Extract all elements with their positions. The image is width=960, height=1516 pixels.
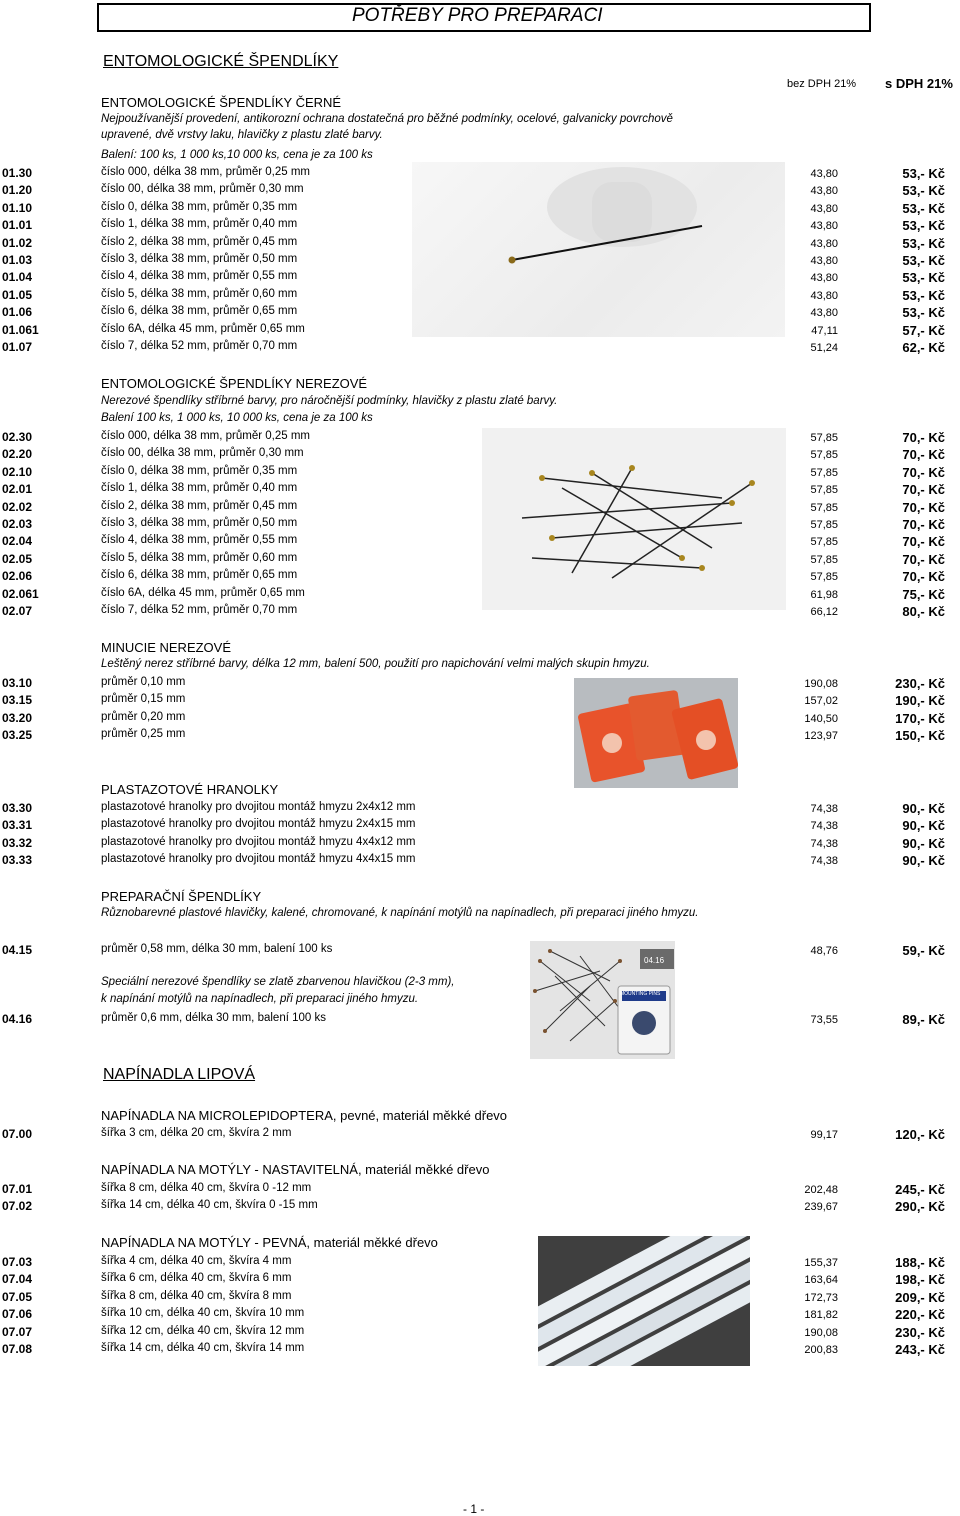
price-gross: 188,- Kč xyxy=(895,1255,945,1270)
product-code: 07.00 xyxy=(2,1127,33,1141)
price-gross: 59,- Kč xyxy=(902,943,945,958)
price-gross: 53,- Kč xyxy=(902,236,945,251)
price-net: 74,38 xyxy=(810,838,838,850)
price-net: 123,97 xyxy=(804,730,838,742)
price-gross: 90,- Kč xyxy=(902,853,945,868)
product-photo-minucie xyxy=(574,678,738,788)
product-code: 07.03 xyxy=(2,1255,33,1269)
price-net: 57,85 xyxy=(810,519,838,531)
group-title-black-pins: ENTOMOLOGICKÉ ŠPENDLÍKY ČERNÉ xyxy=(101,95,342,110)
page-number: - 1 - xyxy=(463,1502,485,1516)
price-gross: 243,- Kč xyxy=(895,1342,945,1357)
product-photo-black-pin xyxy=(412,162,785,337)
product-code: 02.05 xyxy=(2,552,33,566)
price-net: 140,50 xyxy=(804,713,838,725)
price-net: 202,48 xyxy=(804,1184,838,1196)
product-description: šířka 4 cm, délka 40 cm, škvíra 4 mm xyxy=(101,1255,292,1267)
price-net: 43,80 xyxy=(810,168,838,180)
price-gross: 70,- Kč xyxy=(902,569,945,584)
price-gross: 62,- Kč xyxy=(902,340,945,355)
product-description: číslo 000, délka 38 mm, průměr 0,25 mm xyxy=(101,166,310,178)
product-description: číslo 6, délka 38 mm, průměr 0,65 mm xyxy=(101,305,298,317)
price-gross: 150,- Kč xyxy=(895,728,945,743)
product-code: 03.33 xyxy=(2,853,33,867)
price-gross: 53,- Kč xyxy=(902,288,945,303)
price-net: 190,08 xyxy=(804,678,838,690)
product-description: číslo 0, délka 38 mm, průměr 0,35 mm xyxy=(101,201,298,213)
price-net: 190,08 xyxy=(804,1327,838,1339)
group-description: upravené, dvě vrstvy laku, hlavičky z plastu zlaté barvy. xyxy=(101,129,383,141)
price-net: 51,24 xyxy=(810,342,838,354)
product-code: 07.04 xyxy=(2,1272,33,1286)
price-gross: 70,- Kč xyxy=(902,482,945,497)
product-description: číslo 1, délka 38 mm, průměr 0,40 mm xyxy=(101,218,298,230)
product-code: 01.10 xyxy=(2,201,33,215)
product-description: šířka 3 cm, délka 20 cm, škvíra 2 mm xyxy=(101,1127,292,1139)
product-description: šířka 8 cm, délka 40 cm, škvíra 0 -12 mm xyxy=(101,1182,312,1194)
product-description: číslo 4, délka 38 mm, průměr 0,55 mm xyxy=(101,270,298,282)
price-gross: 198,- Kč xyxy=(895,1272,945,1287)
section-title-pins: ENTOMOLOGICKÉ ŠPENDLÍKY xyxy=(103,53,339,70)
product-code: 04.16 xyxy=(2,1012,33,1026)
price-net: 181,82 xyxy=(804,1309,838,1321)
price-gross: 70,- Kč xyxy=(902,552,945,567)
group-note: k napínání motýlů na napínadlech, při preparaci jiného hmyzu. xyxy=(101,993,419,1005)
pin-illustration xyxy=(412,162,785,337)
product-code: 03.10 xyxy=(2,676,33,690)
price-gross: 57,- Kč xyxy=(902,323,945,338)
product-description: číslo 5, délka 38 mm, průměr 0,60 mm xyxy=(101,288,298,300)
product-description: plastazotové hranolky pro dvojitou montáž hmyzu 4x4x12 mm xyxy=(101,836,416,848)
price-gross: 53,- Kč xyxy=(902,166,945,181)
product-description: číslo 2, délka 38 mm, průměr 0,45 mm xyxy=(101,500,298,512)
price-gross: 53,- Kč xyxy=(902,218,945,233)
price-net: 57,85 xyxy=(810,554,838,566)
price-gross: 170,- Kč xyxy=(895,711,945,726)
price-gross: 70,- Kč xyxy=(902,447,945,462)
product-code: 03.25 xyxy=(2,728,33,742)
product-description: číslo 00, délka 38 mm, průměr 0,30 mm xyxy=(101,447,304,459)
price-net: 43,80 xyxy=(810,290,838,302)
product-code: 07.06 xyxy=(2,1307,33,1321)
price-gross: 70,- Kč xyxy=(902,430,945,445)
price-gross: 53,- Kč xyxy=(902,270,945,285)
price-net: 47,11 xyxy=(811,325,838,337)
product-code: 02.04 xyxy=(2,534,33,548)
price-gross: 290,- Kč xyxy=(895,1199,945,1214)
product-description: číslo 6A, délka 45 mm, průměr 0,65 mm xyxy=(101,587,305,599)
price-gross: 53,- Kč xyxy=(902,305,945,320)
price-gross: 245,- Kč xyxy=(895,1182,945,1197)
product-code: 01.30 xyxy=(2,166,33,180)
product-description: šířka 6 cm, délka 40 cm, škvíra 6 mm xyxy=(101,1272,292,1284)
product-description: číslo 000, délka 38 mm, průměr 0,25 mm xyxy=(101,430,310,442)
price-net: 74,38 xyxy=(810,803,838,815)
group-title-stainless-pins: ENTOMOLOGICKÉ ŠPENDLÍKY NEREZOVÉ xyxy=(101,376,368,391)
product-description: šířka 12 cm, délka 40 cm, škvíra 12 mm xyxy=(101,1325,305,1337)
group-title-micro-boards: NAPÍNADLA NA MICROLEPIDOPTERA, pevné, materiál měkké dřevo xyxy=(101,1108,508,1123)
column-header-gross: s DPH 21% xyxy=(885,76,953,91)
price-net: 239,67 xyxy=(804,1201,838,1213)
product-description: číslo 7, délka 52 mm, průměr 0,70 mm xyxy=(101,604,298,616)
product-code: 03.30 xyxy=(2,801,33,815)
product-description: šířka 14 cm, délka 40 cm, škvíra 0 -15 mm xyxy=(101,1199,318,1211)
product-code: 02.01 xyxy=(2,482,33,496)
price-net: 61,98 xyxy=(810,589,838,601)
product-photo-stainless-pins xyxy=(482,428,786,610)
price-gross: 70,- Kč xyxy=(902,500,945,515)
product-code: 01.061 xyxy=(2,323,39,337)
product-description: číslo 2, délka 38 mm, průměr 0,45 mm xyxy=(101,236,298,248)
group-description: Nerezové špendlíky stříbrné barvy, pro náročnější podmínky, hlavičky z plastu zlaté barvy. xyxy=(101,395,558,407)
price-net: 57,85 xyxy=(810,502,838,514)
product-code: 02.10 xyxy=(2,465,33,479)
price-gross: 230,- Kč xyxy=(895,676,945,691)
price-net: 57,85 xyxy=(810,484,838,496)
product-code: 07.07 xyxy=(2,1325,33,1339)
price-gross: 53,- Kč xyxy=(902,201,945,216)
price-net: 157,02 xyxy=(804,695,838,707)
product-description: šířka 14 cm, délka 40 cm, škvíra 14 mm xyxy=(101,1342,305,1354)
group-description: Různobarevné plastové hlavičky, kalené, chromované, k napínání motýlů na napínadlech, při preparaci jiného hmyzu. xyxy=(101,907,699,919)
product-description: číslo 3, délka 38 mm, průměr 0,50 mm xyxy=(101,517,298,529)
product-description: číslo 6, délka 38 mm, průměr 0,65 mm xyxy=(101,569,298,581)
product-code: 02.061 xyxy=(2,587,39,601)
product-code: 02.30 xyxy=(2,430,33,444)
price-gross: 70,- Kč xyxy=(902,534,945,549)
product-description: šířka 10 cm, délka 40 cm, škvíra 10 mm xyxy=(101,1307,305,1319)
group-title-prep-pins: PREPARAČNÍ ŠPENDLÍKY xyxy=(101,889,262,904)
price-net: 200,83 xyxy=(804,1344,838,1356)
price-net: 43,80 xyxy=(810,307,838,319)
product-code: 03.32 xyxy=(2,836,33,850)
product-photo-prep-pins xyxy=(530,941,675,1059)
price-gross: 230,- Kč xyxy=(895,1325,945,1340)
product-code: 04.15 xyxy=(2,943,33,957)
pins-illustration xyxy=(482,428,786,610)
product-description: průměr 0,10 mm xyxy=(101,676,186,688)
price-gross: 120,- Kč xyxy=(895,1127,945,1142)
group-title-plastazote: PLASTAZOTOVÉ HRANOLKY xyxy=(101,782,279,797)
product-code: 02.20 xyxy=(2,447,33,461)
group-description: Nejpoužívanější provedení, antikorozní ochrana dostatečná pro běžné podmínky, ocelové, galvanicky povrchově xyxy=(101,113,673,125)
product-code: 02.03 xyxy=(2,517,33,531)
price-net: 73,55 xyxy=(810,1014,838,1026)
price-net: 43,80 xyxy=(810,203,838,215)
product-description: plastazotové hranolky pro dvojitou montáž hmyzu 4x4x15 mm xyxy=(101,853,416,865)
price-net: 43,80 xyxy=(810,185,838,197)
product-code: 01.03 xyxy=(2,253,33,267)
price-gross: 209,- Kč xyxy=(895,1290,945,1305)
price-gross: 90,- Kč xyxy=(902,801,945,816)
price-gross: 90,- Kč xyxy=(902,818,945,833)
product-code: 03.31 xyxy=(2,818,33,832)
price-net: 43,80 xyxy=(810,255,838,267)
price-gross: 220,- Kč xyxy=(895,1307,945,1322)
product-description: číslo 00, délka 38 mm, průměr 0,30 mm xyxy=(101,183,304,195)
group-description: Leštěný nerez stříbrné barvy, délka 12 mm, balení 500, použití pro napichování velmi malých skupin hmyzu. xyxy=(101,658,650,670)
packing-info: Balení 100 ks, 1 000 ks, 10 000 ks, cena je za 100 ks xyxy=(101,412,373,424)
price-gross: 70,- Kč xyxy=(902,465,945,480)
price-net: 74,38 xyxy=(810,855,838,867)
product-code: 01.01 xyxy=(2,218,33,232)
product-code: 02.02 xyxy=(2,500,33,514)
product-code: 01.07 xyxy=(2,340,33,354)
price-net: 48,76 xyxy=(810,945,838,957)
price-net: 43,80 xyxy=(810,238,838,250)
product-description: číslo 4, délka 38 mm, průměr 0,55 mm xyxy=(101,534,298,546)
boards-illustration xyxy=(538,1236,750,1366)
product-description: průměr 0,6 mm, délka 30 mm, balení 100 ks xyxy=(101,1012,326,1024)
product-description: průměr 0,58 mm, délka 30 mm, balení 100 ks xyxy=(101,943,333,955)
product-code: 07.02 xyxy=(2,1199,33,1213)
product-photo-boards xyxy=(538,1236,750,1366)
price-gross: 53,- Kč xyxy=(902,183,945,198)
product-description: číslo 5, délka 38 mm, průměr 0,60 mm xyxy=(101,552,298,564)
price-net: 163,64 xyxy=(804,1274,838,1286)
price-gross: 75,- Kč xyxy=(902,587,945,602)
product-description: plastazotové hranolky pro dvojitou montáž hmyzu 2x4x15 mm xyxy=(101,818,416,830)
product-code: 02.07 xyxy=(2,604,33,618)
product-code: 02.06 xyxy=(2,569,33,583)
price-net: 155,37 xyxy=(804,1257,838,1269)
group-note: Speciální nerezové špendlíky se zlatě zbarvenou hlavičkou (2-3 mm), xyxy=(101,976,455,988)
price-gross: 80,- Kč xyxy=(902,604,945,619)
price-net: 43,80 xyxy=(810,272,838,284)
price-net: 57,85 xyxy=(810,449,838,461)
group-title-fixed-boards: NAPÍNADLA NA MOTÝLY - PEVNÁ, materiál měkké dřevo xyxy=(101,1235,438,1250)
product-code: 07.08 xyxy=(2,1342,33,1356)
price-net: 57,85 xyxy=(810,467,838,479)
product-code: 01.20 xyxy=(2,183,33,197)
price-net: 57,85 xyxy=(810,432,838,444)
price-gross: 190,- Kč xyxy=(895,693,945,708)
price-net: 74,38 xyxy=(810,820,838,832)
product-code: 07.01 xyxy=(2,1182,33,1196)
product-code: 01.05 xyxy=(2,288,33,302)
product-description: průměr 0,20 mm xyxy=(101,711,186,723)
price-gross: 53,- Kč xyxy=(902,253,945,268)
product-description: číslo 0, délka 38 mm, průměr 0,35 mm xyxy=(101,465,298,477)
price-net: 172,73 xyxy=(804,1292,838,1304)
product-code: 07.05 xyxy=(2,1290,33,1304)
price-net: 57,85 xyxy=(810,536,838,548)
product-description: plastazotové hranolky pro dvojitou montáž hmyzu 2x4x12 mm xyxy=(101,801,416,813)
product-description: průměr 0,25 mm xyxy=(101,728,186,740)
price-gross: 70,- Kč xyxy=(902,517,945,532)
product-code: 01.04 xyxy=(2,270,33,284)
price-net: 66,12 xyxy=(810,606,838,618)
group-title-minucie: MINUCIE NEREZOVÉ xyxy=(101,640,232,655)
price-net: 57,85 xyxy=(810,571,838,583)
product-description: číslo 3, délka 38 mm, průměr 0,50 mm xyxy=(101,253,298,265)
photo-label: 04.16 xyxy=(644,956,665,965)
product-code: 01.06 xyxy=(2,305,33,319)
price-net: 43,80 xyxy=(810,220,838,232)
group-title-adjustable-boards: NAPÍNADLA NA MOTÝLY - NASTAVITELNÁ, materiál měkké dřevo xyxy=(101,1162,490,1177)
product-description: šířka 8 cm, délka 40 cm, škvíra 8 mm xyxy=(101,1290,292,1302)
page-title: POTŘEBY PRO PREPARACI xyxy=(352,5,603,26)
product-code: 01.02 xyxy=(2,236,33,250)
photo-box-label: MOUNTING PINS xyxy=(620,991,661,997)
product-code: 03.20 xyxy=(2,711,33,725)
product-description: průměr 0,15 mm xyxy=(101,693,186,705)
product-description: číslo 7, délka 52 mm, průměr 0,70 mm xyxy=(101,340,298,352)
price-gross: 89,- Kč xyxy=(902,1012,945,1027)
product-code: 03.15 xyxy=(2,693,33,707)
price-gross: 90,- Kč xyxy=(902,836,945,851)
product-description: číslo 1, délka 38 mm, průměr 0,40 mm xyxy=(101,482,298,494)
product-description: číslo 6A, délka 45 mm, průměr 0,65 mm xyxy=(101,323,305,335)
minucie-packs-illustration xyxy=(574,678,738,788)
packing-info: Balení: 100 ks, 1 000 ks,10 000 ks, cena je za 100 ks xyxy=(101,149,373,161)
column-header-net: bez DPH 21% xyxy=(787,78,857,90)
section-title-boards: NAPÍNADLA LIPOVÁ xyxy=(103,1066,256,1083)
price-net: 99,17 xyxy=(810,1129,838,1141)
